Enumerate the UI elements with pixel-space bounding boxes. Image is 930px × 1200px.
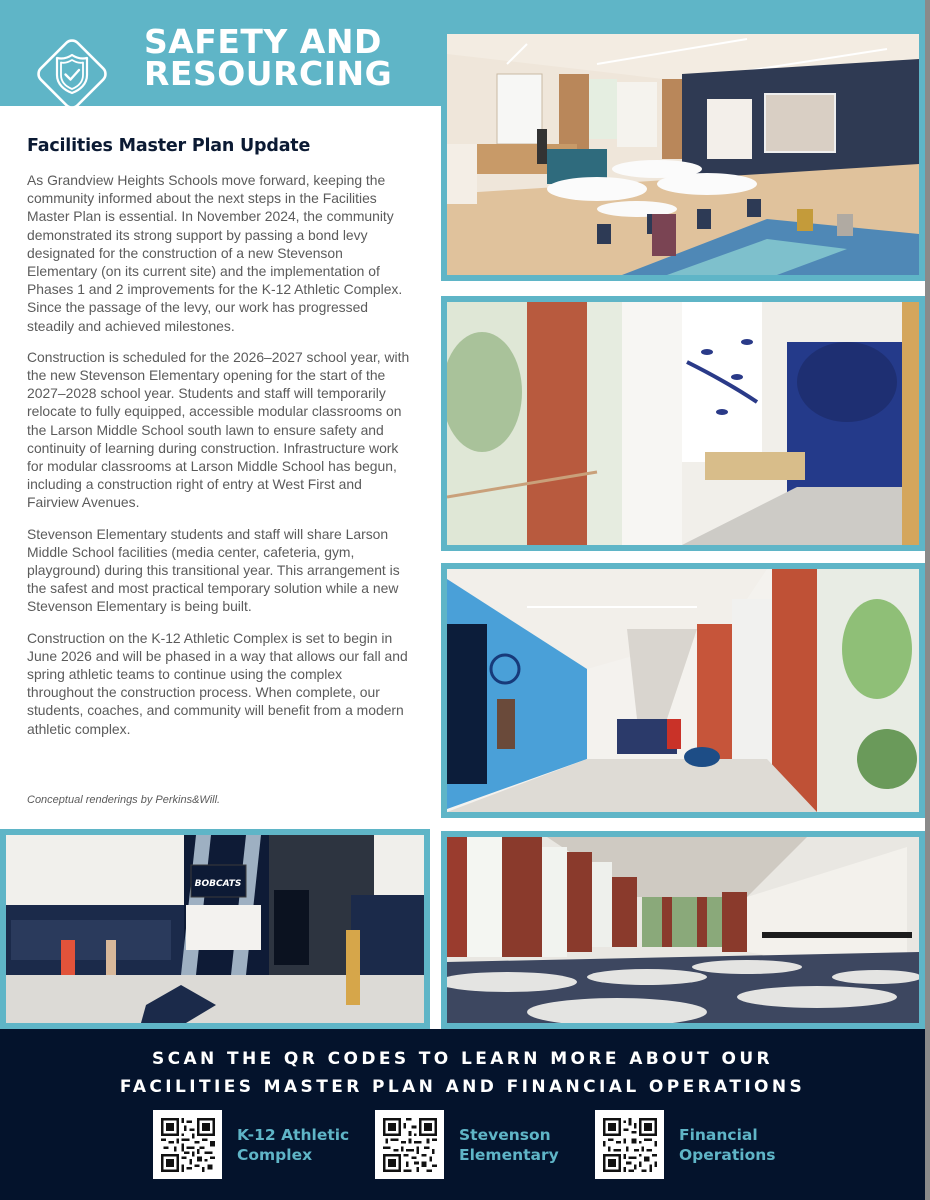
article — [27, 136, 412, 751]
footer-heading — [0, 1045, 925, 1101]
locker-room-rendering — [0, 829, 430, 1029]
shield-check-icon — [32, 34, 112, 114]
hallway-bench-rendering — [441, 296, 925, 551]
qr-label-line-1: K-12 Athletic — [237, 1125, 350, 1144]
qr-item-financial-operations[interactable] — [595, 1110, 776, 1179]
classroom-rendering — [441, 28, 925, 281]
qr-label-line-2: Complex — [237, 1145, 313, 1164]
qr-label[interactable] — [237, 1125, 349, 1165]
title-line-2: RESOURCING — [144, 54, 393, 93]
footer-heading-line-1: SCAN THE QR CODES TO LEARN MORE ABOUT OUR — [151, 1049, 774, 1069]
cafeteria-rendering — [441, 831, 925, 1029]
title-line-1: SAFETY AND — [144, 22, 382, 61]
qr-label-line-2: Elementary — [459, 1145, 559, 1164]
footer-cta — [0, 1029, 925, 1200]
page-title — [144, 22, 393, 93]
qr-item-stevenson-elementary[interactable] — [375, 1110, 559, 1179]
qr-label[interactable] — [679, 1125, 776, 1165]
qr-code-icon[interactable] — [153, 1110, 222, 1179]
article-paragraph: Construction is scheduled for the 2026–2027 school year, with the new Stevenson Elementary opening for the start of the 2027–2028 school year. Students and staff will temporarily relocate to fully equipped, accessible modular classrooms on the Larson Middle School south lawn to ensure safety and continuity of learning during construction. Infrastructure work for modular classrooms at Larson Middle School has begun, including a construction right of entry at West First and Fairview Avenues. — [27, 348, 410, 511]
rendering-credit: Conceptual renderings by Perkins&Will. — [27, 794, 221, 806]
qr-label-line-2: Operations — [679, 1145, 776, 1164]
qr-label-line-1: Financial — [679, 1125, 758, 1144]
article-heading: Facilities Master Plan Update — [27, 136, 311, 156]
qr-item-athletic-complex[interactable] — [153, 1110, 349, 1179]
article-paragraph: Construction on the K-12 Athletic Complex is set to begin in June 2026 and will be phased in a way that allows our fall and spring athletic teams to continue using the complex throughout the construction process. When complete, our students, coaches, and community will benefit from a modern athletic complex. — [27, 629, 408, 737]
qr-code-icon[interactable] — [595, 1110, 664, 1179]
qr-code-icon[interactable] — [375, 1110, 444, 1179]
article-paragraph: As Grandview Heights Schools move forward, keeping the community informed about the next steps in the Facilities Master Plan is essential. In November 2024, the community demonstrated its strong support by passing a bond levy designated for the construction of a new Stevenson Elementary (on its current site) and the implementation of Phases 1 and 2 improvements for the K-12 Athletic Complex. Since the passage of the levy, our work has progressed steadily and achieved milestones. — [27, 172, 403, 334]
bobcats-sign: BOBCATS — [194, 879, 242, 889]
corridor-stair-rendering — [441, 563, 925, 818]
qr-label-line-1: Stevenson — [459, 1125, 551, 1144]
qr-label[interactable] — [459, 1125, 559, 1165]
article-paragraph: Stevenson Elementary students and staff will share Larson Middle School facilities (media center, cafeteria, gym, playground) during this transitional year. This arrangement is the safest and most practical temporary solution while a new Stevenson Elementary is being built. — [27, 525, 400, 615]
footer-heading-line-2: FACILITIES MASTER PLAN AND FINANCIAL OPERATIONS — [119, 1077, 806, 1097]
